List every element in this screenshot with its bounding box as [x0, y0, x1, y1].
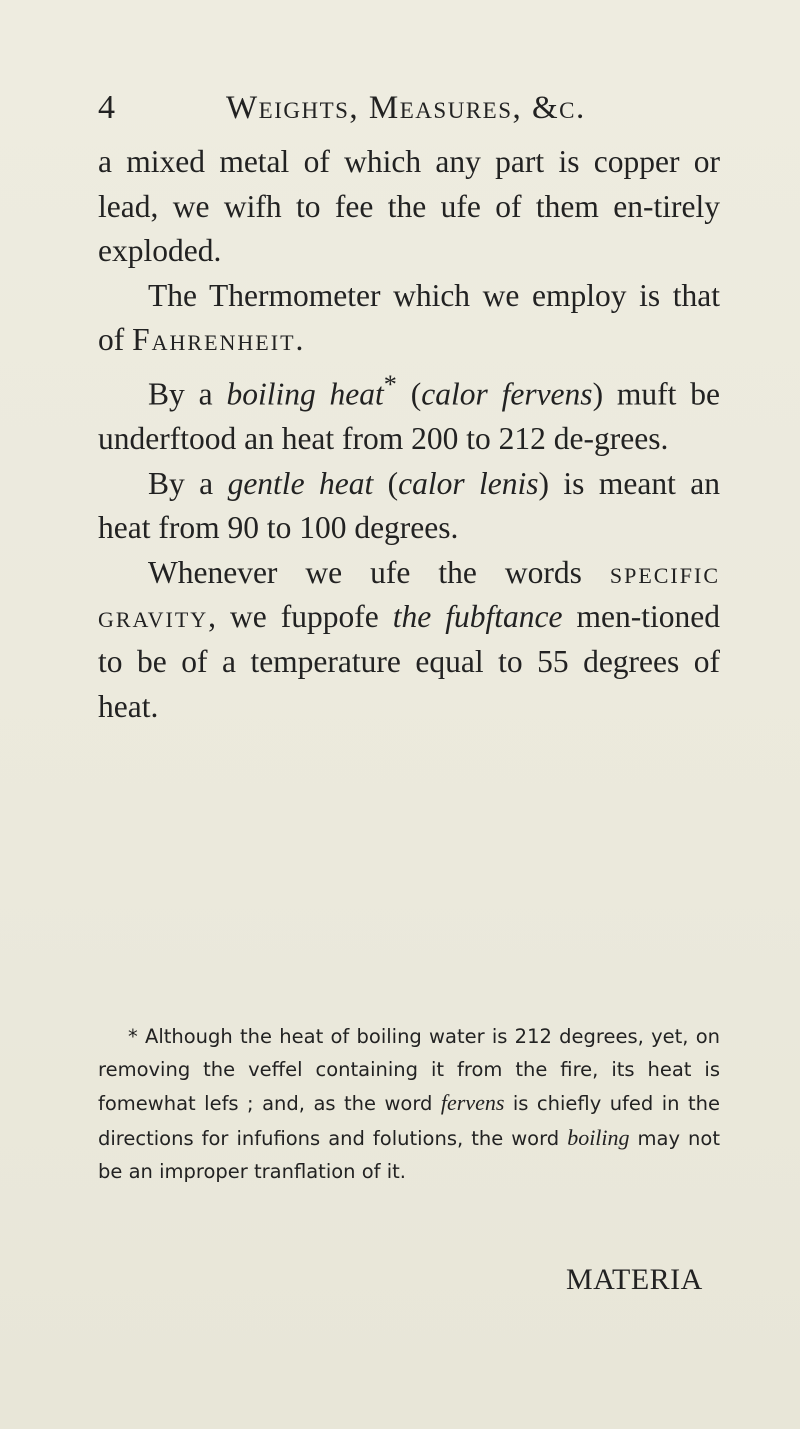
calor-lenis-term: calor lenis — [398, 465, 539, 501]
paragraph-thermometer — [98, 274, 720, 363]
footnote-part-1: Although the heat of boiling water is 212 degrees, yet, on removing the veffel containing it from the fire, its heat is fomewhat lefs ; and, as the word — [98, 1025, 720, 1116]
fahrenheit-name: Fahrenheit — [132, 322, 296, 358]
boiling-close-paren: ) — [592, 376, 604, 412]
boiling-heat-term: boiling heat — [226, 376, 384, 412]
boiling-rest: muft be underftood an heat from 200 to 212 de-grees. — [98, 376, 720, 457]
gentle-open-paren: ( — [373, 465, 399, 501]
boiling-lead: By a — [148, 376, 227, 412]
thermometer-text: The Thermometer which we employ is that of — [98, 277, 720, 358]
gentle-heat-term: gentle heat — [227, 465, 374, 501]
paragraph-specific-gravity — [98, 551, 720, 729]
calor-fervens-term: calor fervens — [421, 376, 593, 412]
catchword: MATERIA — [566, 1263, 703, 1296]
paragraph-gentle-heat — [98, 462, 720, 551]
specific-gravity-term: specific gravity — [98, 554, 720, 635]
boiling-term: boiling — [567, 1124, 630, 1150]
gravity-mid: , we fuppofe — [208, 599, 393, 635]
gravity-lead: Whenever we ufe the words — [148, 554, 610, 590]
gravity-rest: men-tioned to be of a temperature equal to 55 degrees of heat. — [98, 599, 720, 724]
footnote-part-2: is chiefly ufed in the directions for infufions and folutions, the word — [98, 1092, 720, 1150]
footnote-part-3: may not be an improper tranflation of it. — [98, 1126, 720, 1183]
thermometer-end: . — [295, 322, 304, 358]
gentle-rest: is meant an heat from 90 to 100 degrees. — [98, 465, 720, 546]
gentle-close-paren: ) — [538, 465, 550, 501]
boiling-open-paren: ( — [396, 376, 422, 412]
fervens-term: fervens — [440, 1090, 505, 1116]
running-head: Weights, Measures, &c. — [226, 90, 586, 126]
page-header — [98, 80, 718, 130]
footnote-reference-mark: * — [383, 369, 397, 399]
footnote — [98, 1020, 720, 1188]
paragraph-mixed-metal: a mixed metal of which any part is copper or lead, we wifh to fee the ufe of them en-tirely exploded. — [98, 144, 720, 269]
body-text — [98, 140, 720, 729]
paragraph-boiling-heat — [98, 363, 720, 462]
page-number: 4 — [98, 89, 115, 126]
gentle-lead: By a — [148, 465, 228, 501]
the-substance-term: the fubftance — [392, 599, 563, 635]
footnote-mark: * — [128, 1025, 138, 1048]
